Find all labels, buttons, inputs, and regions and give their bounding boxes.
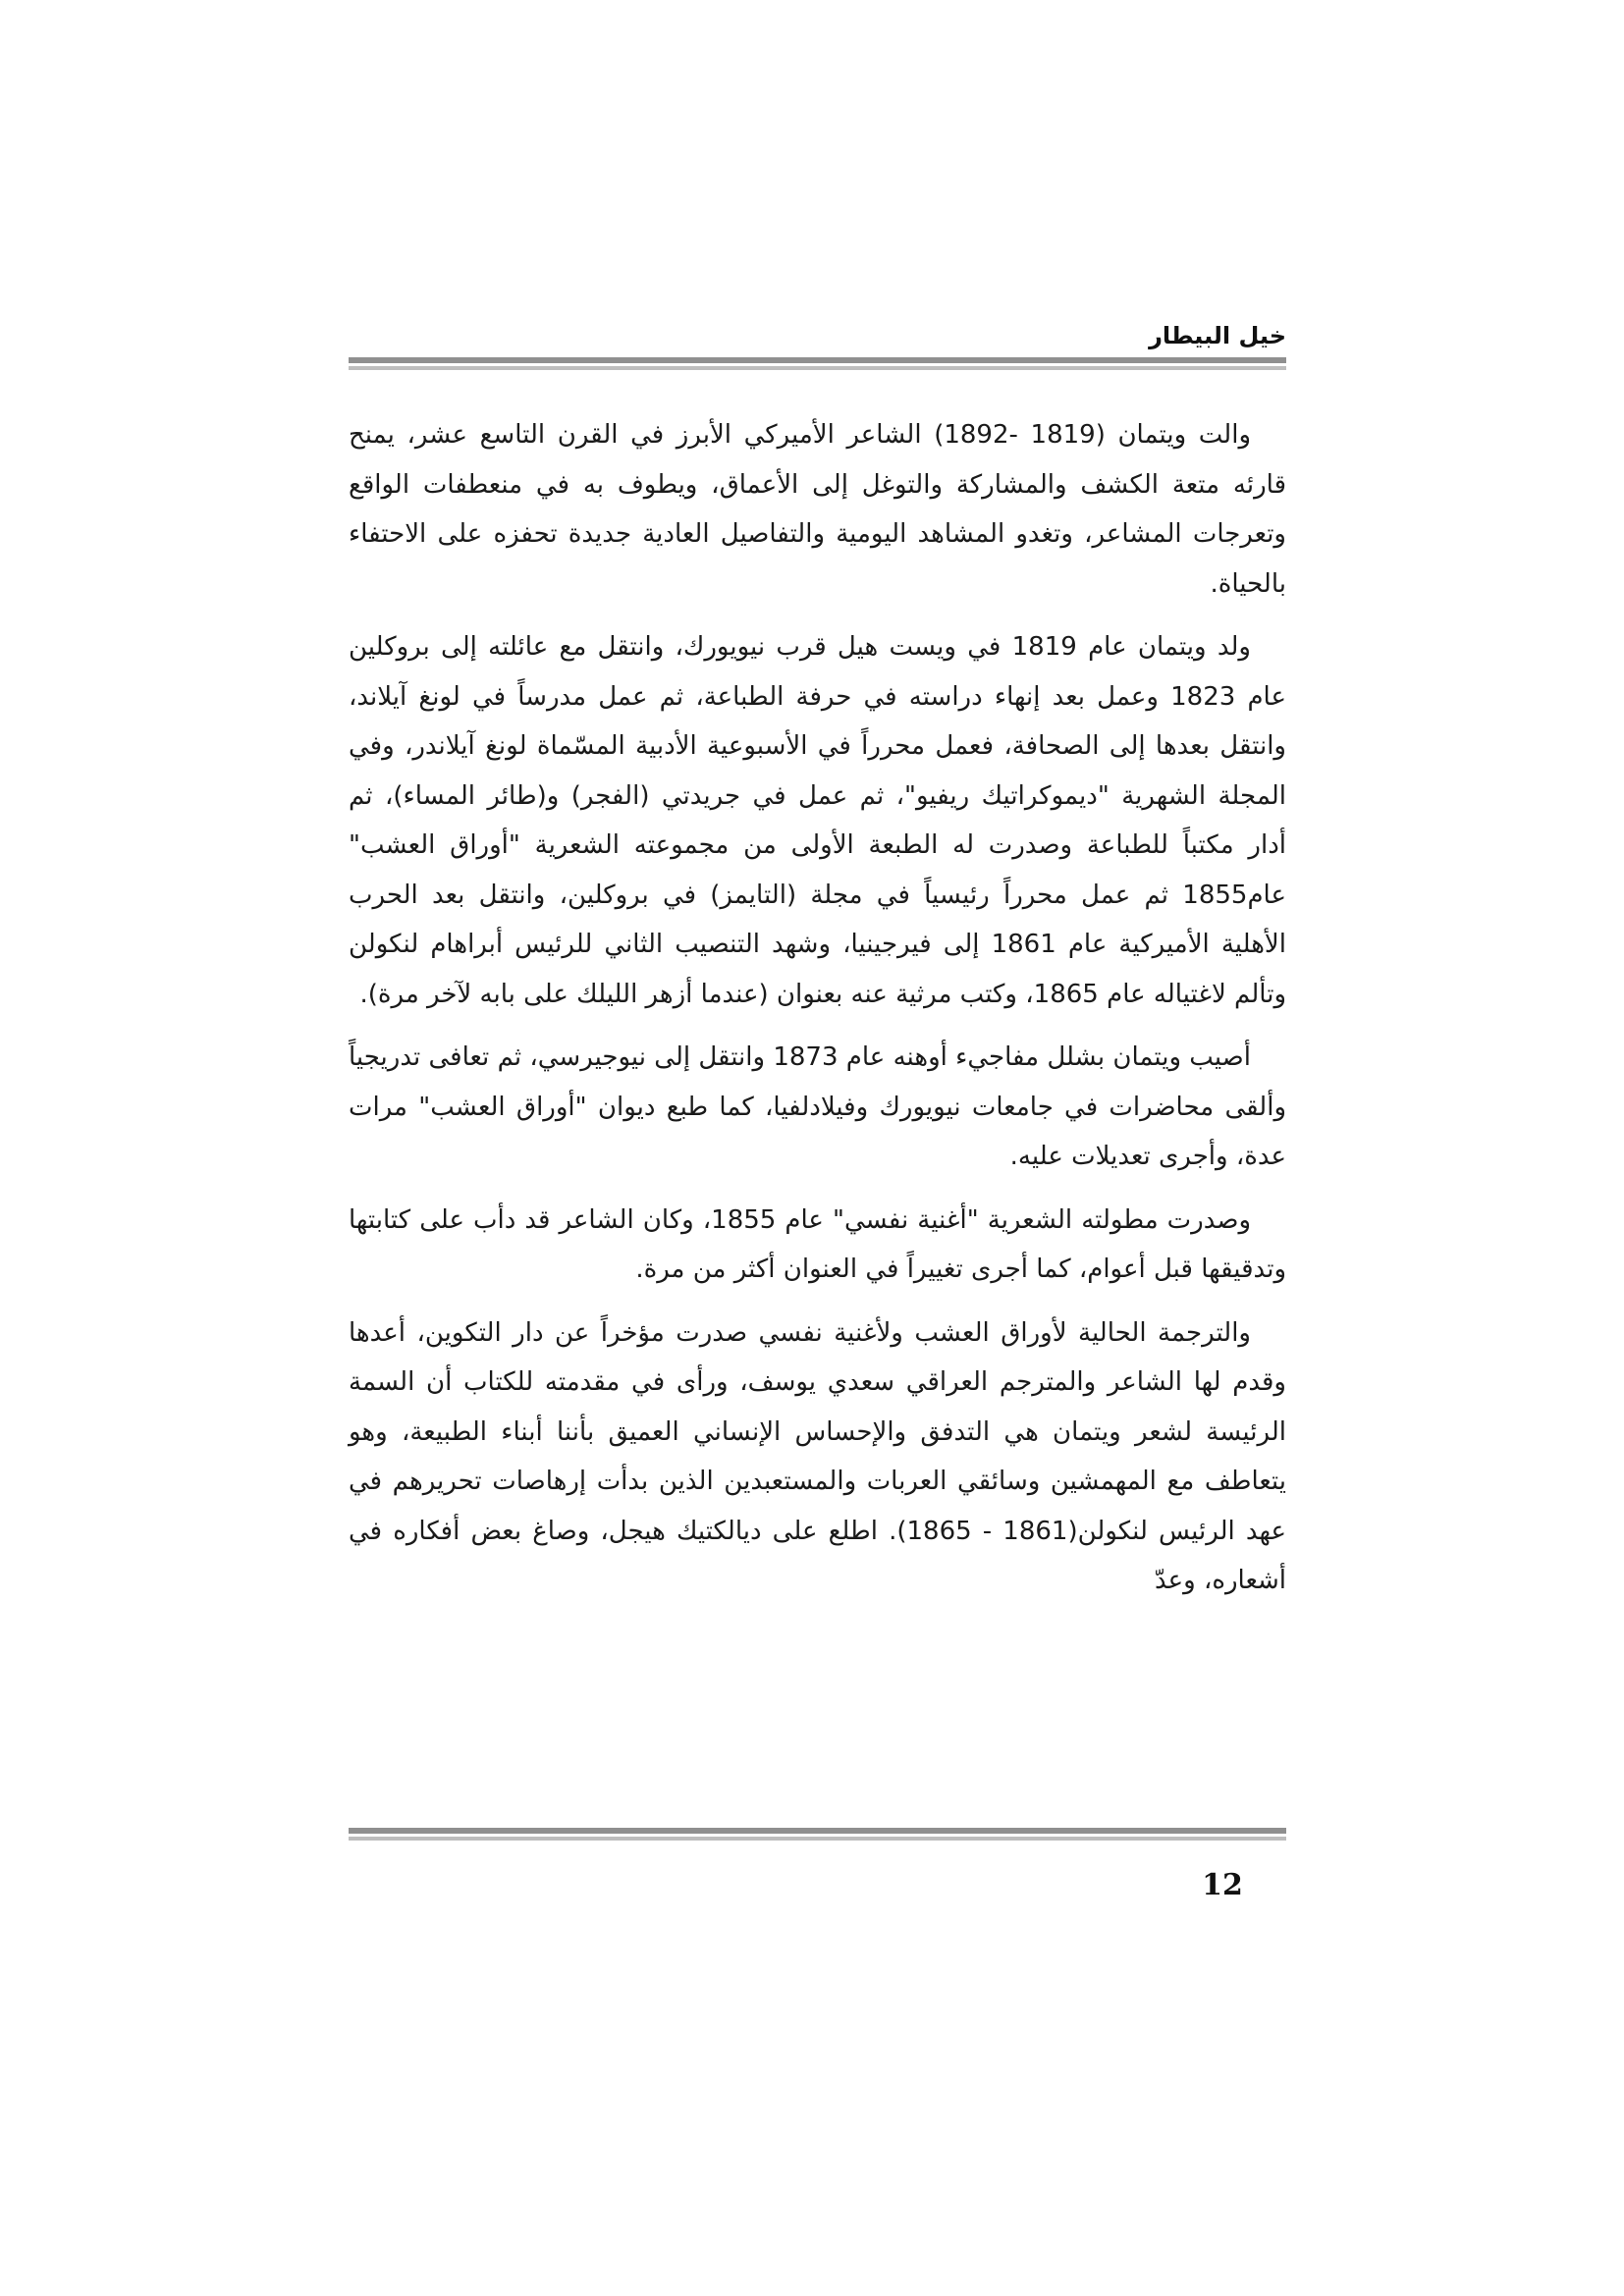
header-rule xyxy=(349,357,1286,371)
footer-rule xyxy=(349,1828,1286,1842)
paragraph: وصدرت مطولته الشعرية "أغنية نفسي" عام 1855، وكان الشاعر قد دأب على كتابتها وتدقيقها قبل أعوام، كما أجرى تغييراً في العنوان أكثر من مرة. xyxy=(349,1204,1286,1284)
paragraph: ولد ويتمان عام 1819 في ويست هيل قرب نيويورك، وانتقل مع عائلته إلى بروكلين عام 1823 وعمل بعد إنهاء دراسته في حرفة الطباعة، ثم عمل مدرساً في لونغ آيلاند، وانتقل بعدها إلى الصحافة، فعمل محرراً في الأسبوعية الأدبية المسّماة لونغ آيلاندر، وفي المجلة الشهرية "ديموكراتيك ريفيو"، ثم عمل في جريدتي (الفجر) و(طائر المساء)، ثم أدار مكتباً للطباعة وصدرت له الطبعة الأولى من مجموعته الشعرية "أوراق العشب" عام1855 ثم عمل محرراً رئيسياً في مجلة (التايمز) في بروكلين، وانتقل بعد الحرب الأهلية الأميركية عام 1861 إلى فيرجينيا، وشهد التنصيب الثاني للرئيس أبراهام لنكولن وتألم لاغتياله عام 1865، وكتب مرثية عنه بعنوان (عندما أزهر الليلك على بابه لآخر مرة). xyxy=(349,632,1286,1009)
paragraph: والترجمة الحالية لأوراق العشب ولأغنية نفسي صدرت مؤخراً عن دار التكوين، أعدها وقدم لها الشاعر والمترجم العراقي سعدي يوسف، ورأى في مقدمته للكتاب أن السمة الرئيسة لشعر ويتمان هي التدفق والإحساس الإنساني العميق بأننا أبناء الطبيعة، وهو يتعاطف مع المهمشين وسائقي العربات والمستعبدين الذين بدأت إرهاصات تحريرهم في عهد الرئيس لنكولن(1861 - 1865). اطلع على ديالكتيك هيجل، وصاغ بعض أفكاره في أشعاره، وعدّ xyxy=(349,1317,1286,1595)
body-text xyxy=(349,410,1286,1804)
paragraph: أصيب ويتمان بشلل مفاجيء أوهنه عام 1873 وانتقل إلى نيوجيرسي، ثم تعافى تدريجياً وألقى محاضرات في جامعات نيويورك وفيلادلفيا، كما طبع ديوان "أوراق العشب" مرات عدة، وأجرى تعديلات عليه. xyxy=(349,1042,1286,1171)
paragraph: والت ويتمان (1819 -1892) الشاعر الأميركي الأبرز في القرن التاسع عشر، يمنح قارئه متعة الكشف والمشاركة والتوغل إلى الأعماق، ويطوف به في منعطفات الواقع وتعرجات المشاعر، وتغدو المشاهد اليومية والتفاصيل العادية جديدة تحفزه على الاحتفاء بالحياة. xyxy=(349,420,1286,599)
running-header: خيل البيطار xyxy=(1149,322,1286,349)
page-number: 12 xyxy=(1202,1868,1243,1902)
